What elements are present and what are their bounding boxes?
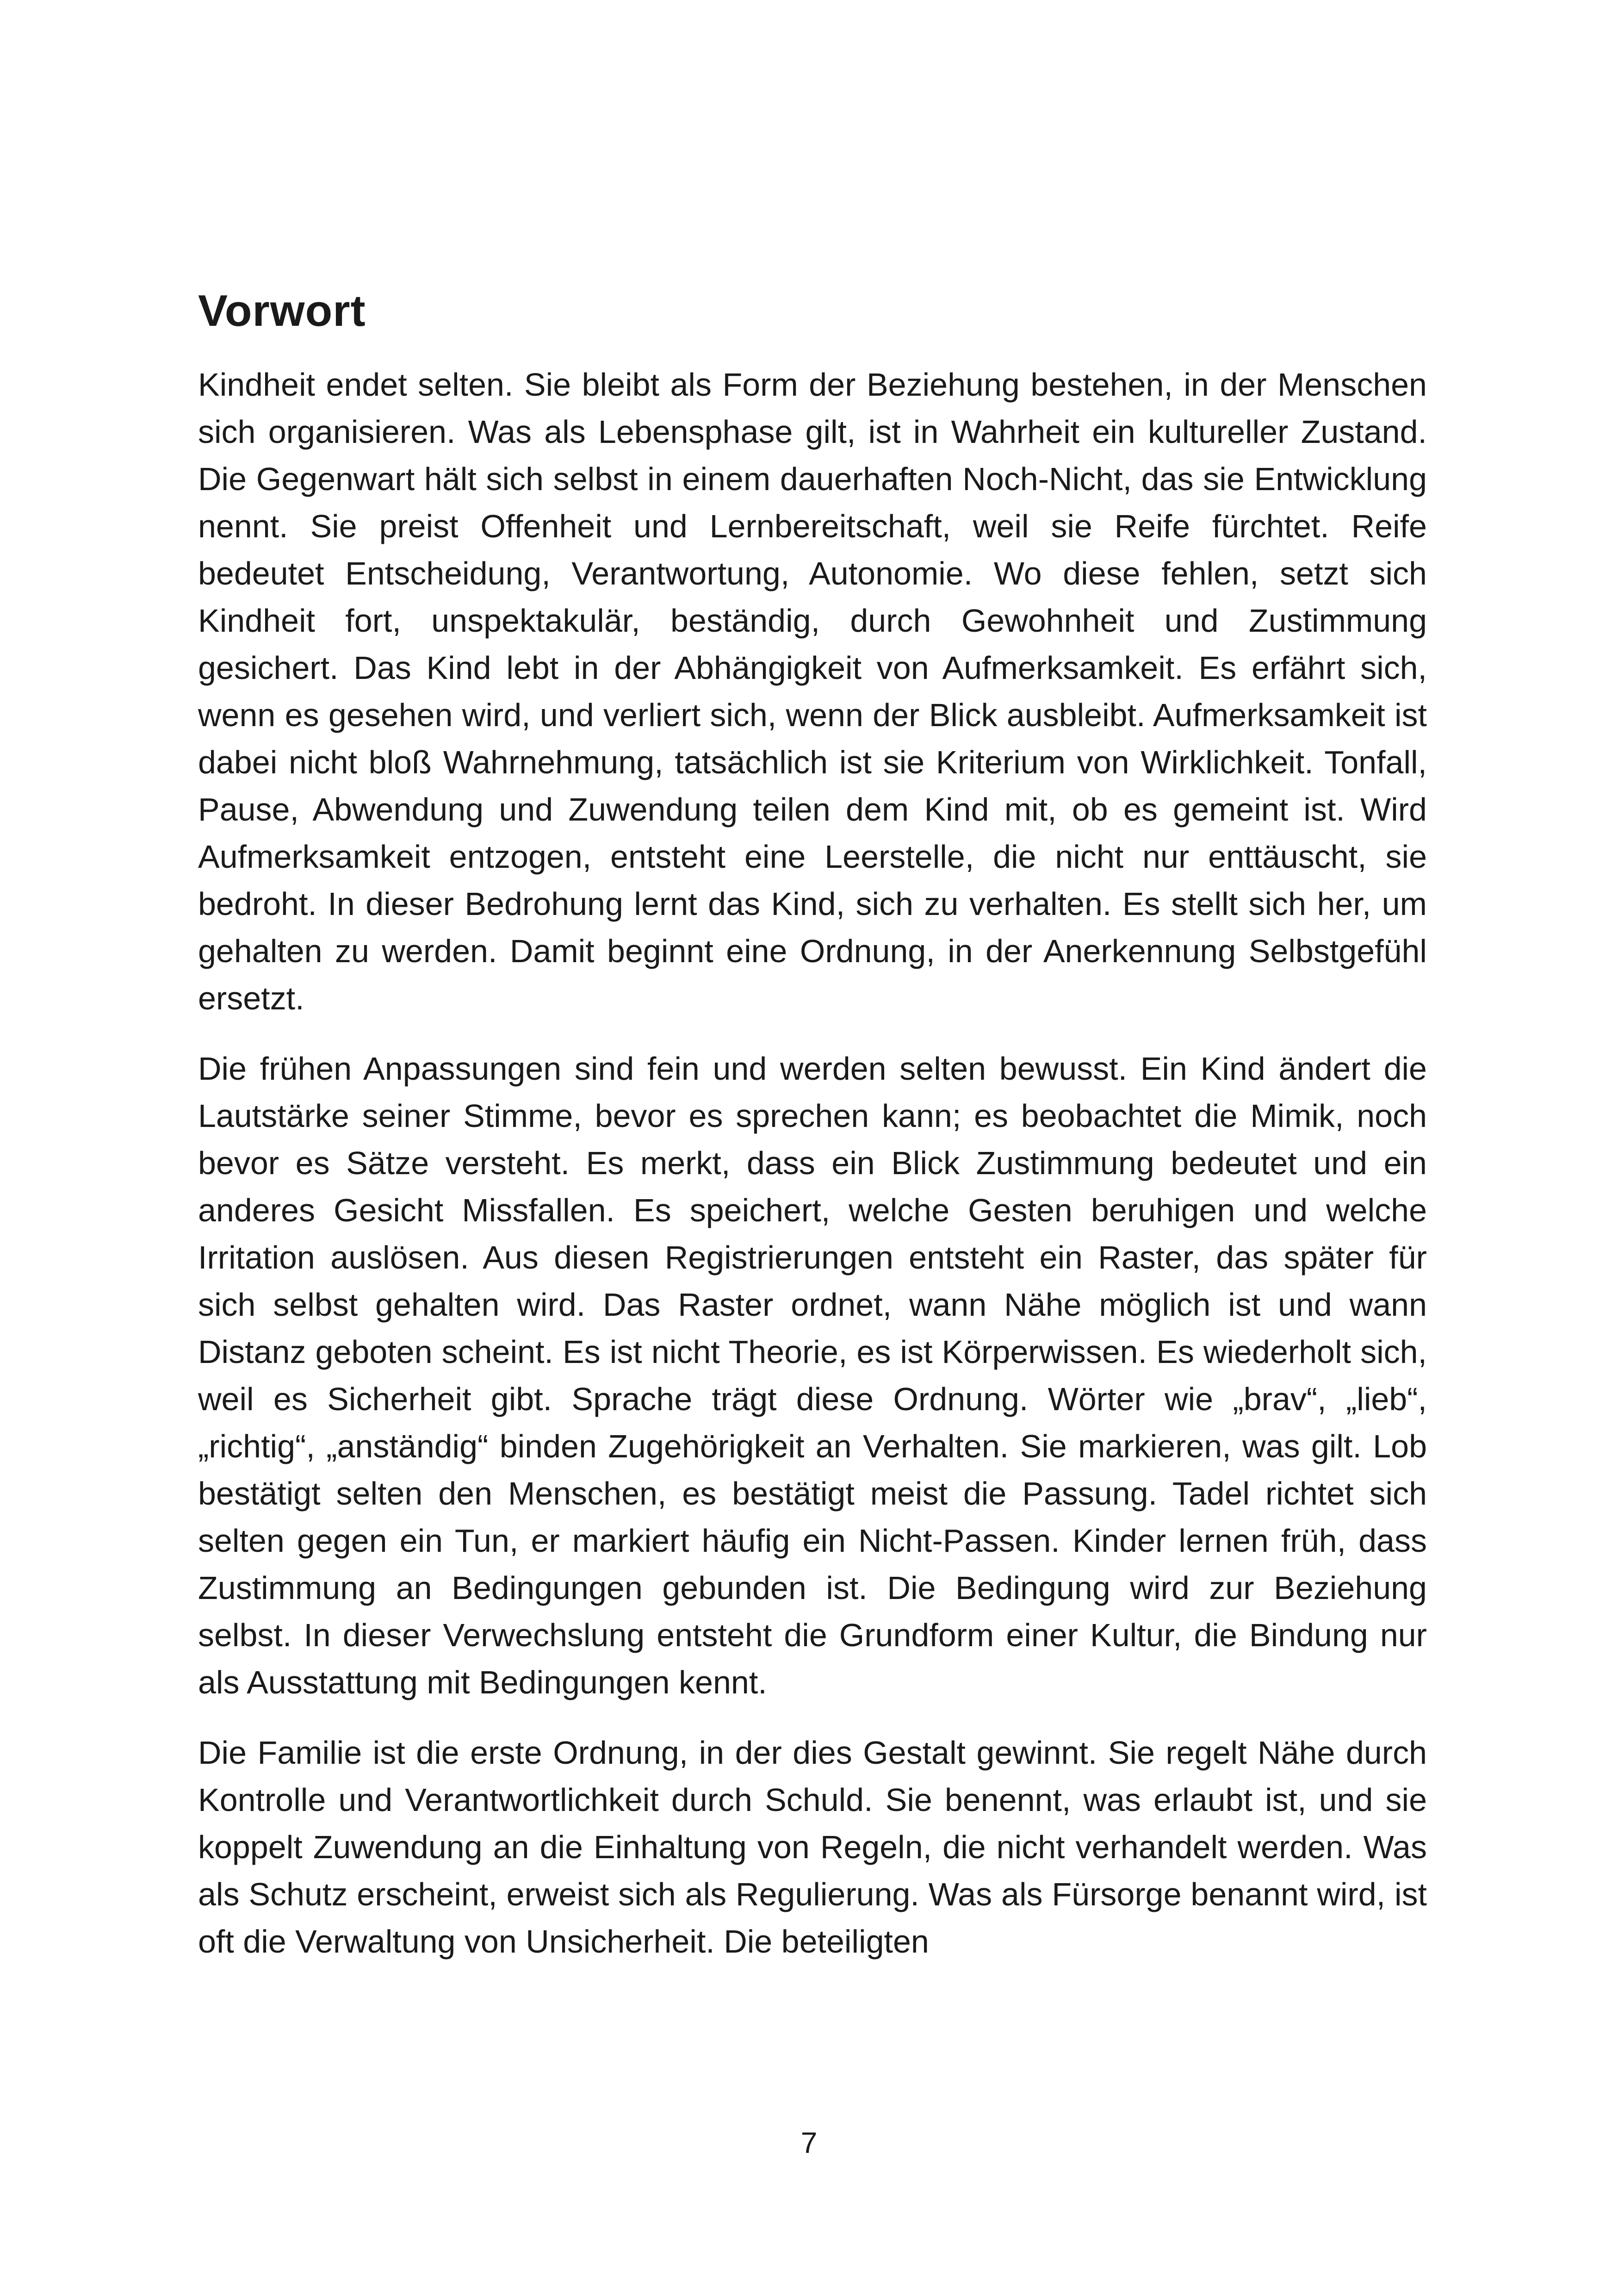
- paragraph-2: Die frühen Anpassungen sind fein und werden selten bewusst. Ein Kind ändert die Lautstärke seiner Stimme, bevor es sprechen kann; es beobachtet die Mimik, noch bevor es Sätze versteht. Es merkt, dass ein Blick Zustimmung bedeutet und ein anderes Gesicht Missfallen. Es speichert, welche Gesten beruhigen und welche Irritation auslösen. Aus diesen Registrierungen entsteht ein Raster, das später für sich selbst gehalten wird. Das Raster ordnet, wann Nähe möglich ist und wann Distanz geboten scheint. Es ist nicht Theorie, es ist Körperwissen. Es wiederholt sich, weil es Sicherheit gibt. Sprache trägt diese Ordnung. Wörter wie „brav“, „lieb“, „richtig“, „anständig“ binden Zugehörigkeit an Verhalten. Sie markieren, was gilt. Lob bestätigt selten den Menschen, es bestätigt meist die Passung. Tadel richtet sich selten gegen ein Tun, er markiert häufig ein Nicht-Passen. Kinder lernen früh, dass Zustimmung an Bedingungen gebunden ist. Die Bedingung wird zur Beziehung selbst. In dieser Verwechslung entsteht die Grundform einer Kultur, die Bindung nur als Ausstattung mit Bedingungen kennt.: [198, 1051, 1427, 1700]
- chapter-heading: Vorwort: [198, 286, 366, 336]
- page-number: 7: [800, 2126, 818, 2159]
- body-text: [198, 361, 1427, 1988]
- paragraph-1: Kindheit endet selten. Sie bleibt als Form der Beziehung bestehen, in der Menschen sich organisieren. Was als Lebensphase gilt, ist in Wahrheit ein kultureller Zustand. Die Gegenwart hält sich selbst in einem dauerhaften Noch-Nicht, das sie Entwicklung nennt. Sie preist Offenheit und Lernbereitschaft, weil sie Reife fürchtet. Reife bedeutet Entscheidung, Verantwortung, Autonomie. Wo diese fehlen, setzt sich Kindheit fort, unspektakulär, beständig, durch Gewohnheit und Zustimmung gesichert. Das Kind lebt in der Abhängigkeit von Aufmerksamkeit. Es erfährt sich, wenn es gesehen wird, und verliert sich, wenn der Blick ausbleibt. Aufmerksamkeit ist dabei nicht bloß Wahrnehmung, tatsächlich ist sie Kriterium von Wirklichkeit. Tonfall, Pause, Abwendung und Zuwendung teilen dem Kind mit, ob es gemeint ist. Wird Aufmerksamkeit entzogen, entsteht eine Leerstelle, die nicht nur enttäuscht, sie bedroht. In dieser Bedrohung lernt das Kind, sich zu verhalten. Es stellt sich her, um gehalten zu werden. Damit beginnt eine Ordnung, in der Anerkennung Selbstgefühl ersetzt.: [198, 367, 1427, 1016]
- paragraph-3: Die Familie ist die erste Ordnung, in der dies Gestalt gewinnt. Sie regelt Nähe durch Kontrolle und Verantwortlichkeit durch Schuld. Sie benennt, was erlaubt ist, und sie koppelt Zuwendung an die Einhaltung von Regeln, die nicht verhandelt werden. Was als Schutz erscheint, erweist sich als Regulierung. Was als Fürsorge benannt wird, ist oft die Verwaltung von Unsicherheit. Die beteiligten: [198, 1735, 1427, 1960]
